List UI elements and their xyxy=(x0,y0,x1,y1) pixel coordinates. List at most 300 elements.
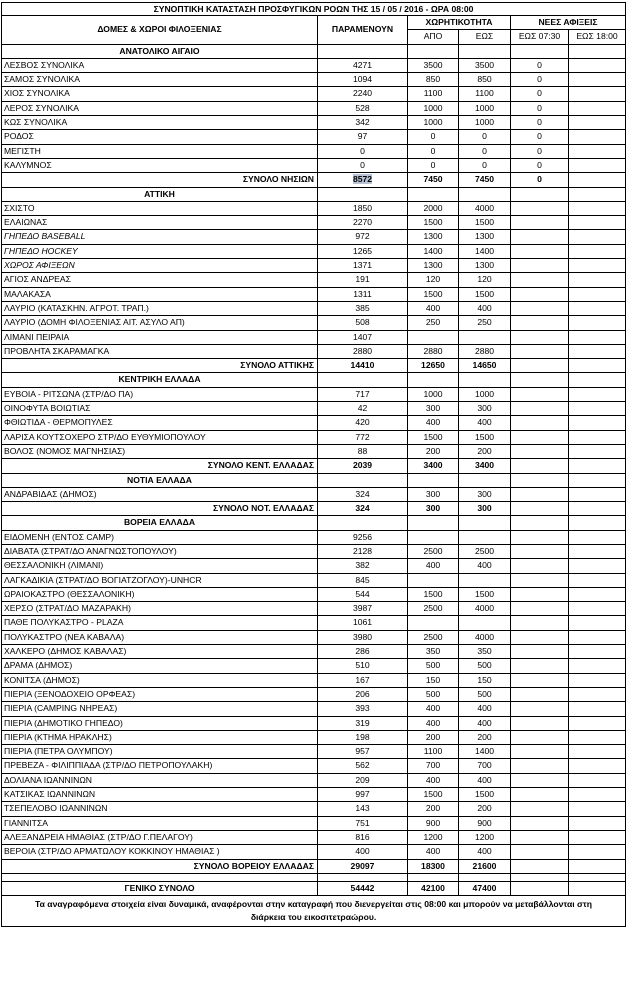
capacity-to-value: 2500 xyxy=(459,544,511,558)
table-row xyxy=(2,816,626,830)
remaining-value: 1407 xyxy=(318,330,408,344)
remaining-value: 324 xyxy=(318,487,408,501)
facility-name: ΩΡΑΙΟΚΑΣΤΡΟ (ΘΕΣΣΑΛΟΝΙΚΗ) xyxy=(2,587,318,601)
section-total-row xyxy=(2,173,626,187)
capacity-to-value xyxy=(459,330,511,344)
empty-cell xyxy=(408,473,459,487)
region-name: ΑΝΑΤΟΛΙΚΟ ΑΙΓΑΙΟ xyxy=(2,44,318,58)
table-row xyxy=(2,273,626,287)
facility-name: ΧΩΡΟΣ ΑΦΙΞΕΩΝ xyxy=(2,259,318,273)
capacity-to-value: 120 xyxy=(459,273,511,287)
capacity-from-value: 250 xyxy=(408,316,459,330)
empty-cell xyxy=(511,187,569,201)
capacity-from-value: 0 xyxy=(408,158,459,172)
arrivals-0730-value xyxy=(511,702,569,716)
capacity-to-value: 400 xyxy=(459,845,511,859)
arrivals-0730-value xyxy=(511,430,569,444)
arrivals-1800-value xyxy=(569,316,626,330)
empty-cell xyxy=(459,873,511,881)
empty-cell xyxy=(408,44,459,58)
arrivals-0730-value xyxy=(511,645,569,659)
table-row xyxy=(2,616,626,630)
table-row xyxy=(2,130,626,144)
section-total-to: 300 xyxy=(459,502,511,516)
title-row xyxy=(2,3,626,16)
remaining-value: 0 xyxy=(318,158,408,172)
capacity-from-value: 1500 xyxy=(408,287,459,301)
capacity-from-value: 900 xyxy=(408,816,459,830)
arrivals-0730-value xyxy=(511,387,569,401)
table-row xyxy=(2,830,626,844)
arrivals-1800-value xyxy=(569,344,626,358)
capacity-to-value: 700 xyxy=(459,759,511,773)
capacity-from-value: 300 xyxy=(408,402,459,416)
region-header-row xyxy=(2,373,626,387)
arrivals-1800-value xyxy=(569,645,626,659)
region-name: ΝΟΤΙΑ ΕΛΛΑΔΑ xyxy=(2,473,318,487)
capacity-from-value: 2000 xyxy=(408,201,459,215)
arrivals-1800-value xyxy=(569,216,626,230)
facility-name: ΔΡΑΜΑ (ΔΗΜΟΣ) xyxy=(2,659,318,673)
empty-cell xyxy=(459,187,511,201)
arrivals-0730-value xyxy=(511,602,569,616)
spacer-row xyxy=(2,873,626,881)
facility-name: ΣΑΜΟΣ ΣΥΝΟΛΙΚΑ xyxy=(2,73,318,87)
facility-name: ΦΘΙΩΤΙΔΑ - ΘΕΡΜΟΠΥΛΕΣ xyxy=(2,416,318,430)
capacity-from-value: 2500 xyxy=(408,602,459,616)
facility-name: ΚΩΣ ΣΥΝΟΛΙΚΑ xyxy=(2,116,318,130)
arrivals-1800-value xyxy=(569,759,626,773)
empty-cell xyxy=(318,473,408,487)
arrivals-1800-value xyxy=(569,630,626,644)
arrivals-1800-value xyxy=(569,287,626,301)
arrivals-0730-value xyxy=(511,659,569,673)
arrivals-0730-value xyxy=(511,259,569,273)
remaining-value: 1850 xyxy=(318,201,408,215)
arrivals-1800-value xyxy=(569,530,626,544)
table-row xyxy=(2,387,626,401)
arrivals-0730-value xyxy=(511,530,569,544)
section-total-1800 xyxy=(569,459,626,473)
arrivals-0730-value xyxy=(511,273,569,287)
empty-cell xyxy=(318,187,408,201)
capacity-to-value: 400 xyxy=(459,773,511,787)
capacity-from-value: 700 xyxy=(408,759,459,773)
section-total-remaining: 324 xyxy=(318,502,408,516)
facility-name: ΠΙΕΡΙΑ (ΚΤΗΜΑ ΗΡΑΚΛΗΣ) xyxy=(2,730,318,744)
arrivals-1800-value xyxy=(569,387,626,401)
empty-cell xyxy=(318,516,408,530)
capacity-to-value: 0 xyxy=(459,158,511,172)
empty-cell xyxy=(459,516,511,530)
capacity-to-value xyxy=(459,573,511,587)
remaining-value: 4271 xyxy=(318,58,408,72)
table-row xyxy=(2,444,626,458)
capacity-from-value: 1500 xyxy=(408,216,459,230)
arrivals-1800-value xyxy=(569,573,626,587)
facility-name: ΛΑΡΙΣΑ ΚΟΥΤΣΟΧΕΡΟ ΣΤΡ/ΔΟ ΕΥΘΥΜΙΟΠΟΥΛΟΥ xyxy=(2,430,318,444)
table-row xyxy=(2,58,626,72)
arrivals-0730-value xyxy=(511,730,569,744)
capacity-to-value: 200 xyxy=(459,730,511,744)
capacity-to-value: 1400 xyxy=(459,745,511,759)
table-row xyxy=(2,788,626,802)
table-row xyxy=(2,244,626,258)
capacity-to-value: 1500 xyxy=(459,788,511,802)
capacity-from-value: 1500 xyxy=(408,788,459,802)
arrivals-1800-value xyxy=(569,659,626,673)
arrivals-1800-value xyxy=(569,602,626,616)
table-row xyxy=(2,316,626,330)
header-structures: ΔΟΜΕΣ & ΧΩΡΟΙ ΦΙΛΟΞΕΝΙΑΣ xyxy=(2,16,318,45)
arrivals-1800-value xyxy=(569,73,626,87)
capacity-from-value: 400 xyxy=(408,716,459,730)
empty-cell xyxy=(569,373,626,387)
capacity-from-value: 2500 xyxy=(408,630,459,644)
remaining-value: 1265 xyxy=(318,244,408,258)
arrivals-0730-value xyxy=(511,630,569,644)
facility-name: ΚΑΤΣΙΚΑΣ ΙΩΑΝΝΙΝΩΝ xyxy=(2,788,318,802)
arrivals-1800-value xyxy=(569,259,626,273)
remaining-value: 206 xyxy=(318,687,408,701)
table-row xyxy=(2,587,626,601)
capacity-from-value: 400 xyxy=(408,559,459,573)
table-row xyxy=(2,573,626,587)
capacity-from-value: 200 xyxy=(408,444,459,458)
facility-name: ΑΓΙΟΣ ΑΝΔΡΕΑΣ xyxy=(2,273,318,287)
remaining-value: 2128 xyxy=(318,544,408,558)
empty-cell xyxy=(2,873,318,881)
header-row-1 xyxy=(2,16,626,30)
capacity-to-value: 4000 xyxy=(459,201,511,215)
capacity-from-value xyxy=(408,616,459,630)
empty-cell xyxy=(569,44,626,58)
remaining-value: 772 xyxy=(318,430,408,444)
arrivals-0730-value xyxy=(511,244,569,258)
capacity-to-value: 1000 xyxy=(459,101,511,115)
facility-name: ΛΑΥΡΙΟ (ΚΑΤΑΣΚΗΝ. ΑΓΡΟΤ. ΤΡΑΠ.) xyxy=(2,301,318,315)
capacity-to-value: 300 xyxy=(459,487,511,501)
arrivals-1800-value xyxy=(569,144,626,158)
empty-cell xyxy=(511,373,569,387)
arrivals-1800-value xyxy=(569,716,626,730)
table-row xyxy=(2,344,626,358)
arrivals-0730-value: 0 xyxy=(511,144,569,158)
arrivals-1800-value xyxy=(569,244,626,258)
remaining-value: 2270 xyxy=(318,216,408,230)
facility-name: ΘΕΣΣΑΛΟΝΙΚΗ (ΛΙΜΑΝΙ) xyxy=(2,559,318,573)
highlighted-value: 8572 xyxy=(352,174,373,185)
facility-name: ΛΙΜΑΝΙ ΠΕΙΡΑΙΑ xyxy=(2,330,318,344)
section-total-label: ΣΥΝΟΛΟ ΒΟΡΕΙΟΥ ΕΛΛΑΔΑΣ xyxy=(2,859,318,873)
facility-name: ΚΟΝΙΤΣΑ (ΔΗΜΟΣ) xyxy=(2,673,318,687)
facility-name: ΠΑΘΕ ΠΟΛΥΚΑΣΤΡΟ - PLAZA xyxy=(2,616,318,630)
facility-name: ΠΡΟΒΛΗΤΑ ΣΚΑΡΑΜΑΓΚΑ xyxy=(2,344,318,358)
remaining-value: 3980 xyxy=(318,630,408,644)
capacity-to-value: 1400 xyxy=(459,244,511,258)
capacity-to-value xyxy=(459,616,511,630)
capacity-to-value: 1100 xyxy=(459,87,511,101)
remaining-value: 2880 xyxy=(318,344,408,358)
capacity-from-value: 120 xyxy=(408,273,459,287)
arrivals-1800-value xyxy=(569,58,626,72)
arrivals-0730-value: 0 xyxy=(511,101,569,115)
table-row xyxy=(2,101,626,115)
capacity-from-value xyxy=(408,573,459,587)
capacity-to-value: 400 xyxy=(459,416,511,430)
arrivals-0730-value xyxy=(511,802,569,816)
table-row xyxy=(2,201,626,215)
facility-name: ΠΡΕΒΕΖΑ - ΦΙΛΙΠΠΙΑΔΑ (ΣΤΡ/ΔΟ ΠΕΤΡΟΠΟΥΛΑΚΗ) xyxy=(2,759,318,773)
section-total-row xyxy=(2,502,626,516)
facility-name: ΛΑΓΚΑΔΙΚΙΑ (ΣΤΡΑΤ/ΔΟ ΒΟΓΙΑΤΖΟΓΛΟΥ)-UNHCR xyxy=(2,573,318,587)
arrivals-1800-value xyxy=(569,745,626,759)
section-total-to: 21600 xyxy=(459,859,511,873)
capacity-from-value: 1300 xyxy=(408,259,459,273)
table-row xyxy=(2,430,626,444)
remaining-value: 319 xyxy=(318,716,408,730)
empty-cell xyxy=(318,44,408,58)
header-until-0730: ΕΩΣ 07:30 xyxy=(511,30,569,44)
section-total-1800 xyxy=(569,859,626,873)
capacity-from-value: 0 xyxy=(408,144,459,158)
facility-name: ΕΛΑΙΩΝΑΣ xyxy=(2,216,318,230)
arrivals-0730-value xyxy=(511,573,569,587)
arrivals-1800-value xyxy=(569,702,626,716)
footnote: Τα αναγραφόμενα στοιχεία είναι δυναμικά, αναφέρονται στην καταγραφή που διενεργείται στις 08:00 και μπορούν να μεταβάλλονται στη διάρκεια του εικοσιτετραώρου. xyxy=(2,896,626,927)
arrivals-0730-value xyxy=(511,402,569,416)
remaining-value: 382 xyxy=(318,559,408,573)
capacity-from-value: 1000 xyxy=(408,101,459,115)
table-row xyxy=(2,402,626,416)
region-name: ΑΤΤΙΚΗ xyxy=(2,187,318,201)
grand-total-row xyxy=(2,881,626,895)
remaining-value: 562 xyxy=(318,759,408,773)
arrivals-0730-value xyxy=(511,816,569,830)
capacity-from-value: 300 xyxy=(408,487,459,501)
table-row xyxy=(2,659,626,673)
remaining-value: 1371 xyxy=(318,259,408,273)
remaining-value: 97 xyxy=(318,130,408,144)
section-total-from: 300 xyxy=(408,502,459,516)
capacity-from-value: 1200 xyxy=(408,830,459,844)
capacity-to-value: 300 xyxy=(459,402,511,416)
arrivals-1800-value xyxy=(569,158,626,172)
table-row xyxy=(2,73,626,87)
remaining-value: 544 xyxy=(318,587,408,601)
region-header-row xyxy=(2,516,626,530)
empty-cell xyxy=(459,373,511,387)
arrivals-0730-value xyxy=(511,487,569,501)
arrivals-0730-value xyxy=(511,201,569,215)
arrivals-0730-value xyxy=(511,330,569,344)
capacity-to-value: 200 xyxy=(459,802,511,816)
table-row xyxy=(2,630,626,644)
remaining-value: 420 xyxy=(318,416,408,430)
facility-name: ΔΙΑΒΑΤΑ (ΣΤΡΑΤ/ΔΟ ΑΝΑΓΝΩΣΤΟΠΟΥΛΟΥ) xyxy=(2,544,318,558)
grand-total-remaining: 54442 xyxy=(318,881,408,895)
arrivals-1800-value xyxy=(569,587,626,601)
capacity-to-value: 150 xyxy=(459,673,511,687)
arrivals-1800-value xyxy=(569,416,626,430)
header-new-arrivals: ΝΕΕΣ ΑΦΙΞΕΙΣ xyxy=(511,16,626,30)
empty-cell xyxy=(318,873,408,881)
table-row xyxy=(2,759,626,773)
capacity-from-value: 200 xyxy=(408,730,459,744)
arrivals-1800-value xyxy=(569,487,626,501)
remaining-value: 1061 xyxy=(318,616,408,630)
capacity-from-value: 1100 xyxy=(408,87,459,101)
table-row xyxy=(2,144,626,158)
arrivals-1800-value xyxy=(569,544,626,558)
arrivals-1800-value xyxy=(569,444,626,458)
capacity-to-value: 0 xyxy=(459,144,511,158)
remaining-value: 9256 xyxy=(318,530,408,544)
empty-cell xyxy=(511,44,569,58)
note-row xyxy=(2,896,626,927)
facility-name: ΕΙΔΟΜΕΝΗ (ΕΝΤΟΣ CAMP) xyxy=(2,530,318,544)
table-row xyxy=(2,716,626,730)
table-row xyxy=(2,773,626,787)
facility-name: ΓΗΠΕΔΟ HOCKEY xyxy=(2,244,318,258)
facility-name: ΧΑΛΚΕΡΟ (ΔΗΜΟΣ ΚΑΒΑΛΑΣ) xyxy=(2,645,318,659)
remaining-value: 400 xyxy=(318,845,408,859)
section-total-0730 xyxy=(511,859,569,873)
arrivals-1800-value xyxy=(569,802,626,816)
arrivals-0730-value xyxy=(511,759,569,773)
facility-name: ΠΙΕΡΙΑ (ΔΗΜΟΤΙΚΟ ΓΗΠΕΔΟ) xyxy=(2,716,318,730)
capacity-from-value xyxy=(408,530,459,544)
arrivals-0730-value: 0 xyxy=(511,116,569,130)
table-row xyxy=(2,645,626,659)
empty-cell xyxy=(569,516,626,530)
empty-cell xyxy=(459,44,511,58)
region-header-row xyxy=(2,473,626,487)
capacity-to-value: 400 xyxy=(459,702,511,716)
empty-cell xyxy=(318,373,408,387)
arrivals-1800-value xyxy=(569,87,626,101)
table-row xyxy=(2,116,626,130)
capacity-from-value xyxy=(408,330,459,344)
header-capacity: ΧΩΡΗΤΙΚΟΤΗΤΑ xyxy=(408,16,511,30)
empty-cell xyxy=(569,187,626,201)
arrivals-1800-value xyxy=(569,273,626,287)
capacity-from-value: 500 xyxy=(408,687,459,701)
arrivals-1800-value xyxy=(569,201,626,215)
capacity-from-value: 3500 xyxy=(408,58,459,72)
facility-name: ΠΟΛΥΚΑΣΤΡΟ (ΝΕΑ ΚΑΒΑΛΑ) xyxy=(2,630,318,644)
arrivals-1800-value xyxy=(569,830,626,844)
section-total-label: ΣΥΝΟΛΟ ΑΤΤΙΚΗΣ xyxy=(2,359,318,373)
table-row xyxy=(2,330,626,344)
section-total-0730 xyxy=(511,459,569,473)
capacity-to-value: 1000 xyxy=(459,387,511,401)
remaining-value: 816 xyxy=(318,830,408,844)
remaining-value: 209 xyxy=(318,773,408,787)
empty-cell xyxy=(408,373,459,387)
remaining-value: 143 xyxy=(318,802,408,816)
region-header-row xyxy=(2,187,626,201)
capacity-from-value: 1300 xyxy=(408,230,459,244)
table-row xyxy=(2,544,626,558)
section-total-to: 14650 xyxy=(459,359,511,373)
grand-total-label: ΓΕΝΙΚΟ ΣΥΝΟΛΟ xyxy=(2,881,318,895)
section-total-from: 7450 xyxy=(408,173,459,187)
report-title: ΣΥΝΟΠΤΙΚΗ ΚΑΤΑΣΤΑΣΗ ΠΡΟΣΦΥΓΙΚΩΝ ΡΟΩΝ ΤΗΣ 15 / 05 / 2016 - ΩΡΑ 08:00 xyxy=(2,3,626,16)
facility-name: ΑΛΕΞΑΝΔΡΕΙΑ ΗΜΑΘΙΑΣ (ΣΤΡ/ΔΟ Γ.ΠΕΛΑΓΟΥ) xyxy=(2,830,318,844)
facility-name: ΠΙΕΡΙΑ (ΞΕΝΟΔΟΧΕΙΟ ΟΡΦΕΑΣ) xyxy=(2,687,318,701)
facility-name: ΒΕΡΟΙΑ (ΣΤΡ/ΔΟ ΑΡΜΑΤΩΛΟΥ ΚΟΚΚΙΝΟΥ ΗΜΑΘΙΑΣ ) xyxy=(2,845,318,859)
capacity-from-value: 850 xyxy=(408,73,459,87)
table-row xyxy=(2,301,626,315)
remaining-value: 508 xyxy=(318,316,408,330)
capacity-to-value: 1500 xyxy=(459,287,511,301)
remaining-value: 88 xyxy=(318,444,408,458)
arrivals-1800-value xyxy=(569,773,626,787)
arrivals-1800-value xyxy=(569,301,626,315)
capacity-from-value: 400 xyxy=(408,301,459,315)
region-name: ΒΟΡΕΙΑ ΕΛΛΑΔΑ xyxy=(2,516,318,530)
remaining-value: 751 xyxy=(318,816,408,830)
capacity-to-value: 350 xyxy=(459,645,511,659)
arrivals-1800-value xyxy=(569,730,626,744)
section-total-label: ΣΥΝΟΛΟ ΝΟΤ. ΕΛΛΑΔΑΣ xyxy=(2,502,318,516)
capacity-to-value xyxy=(459,530,511,544)
table-row xyxy=(2,530,626,544)
table-row xyxy=(2,287,626,301)
capacity-from-value: 1000 xyxy=(408,387,459,401)
arrivals-1800-value xyxy=(569,430,626,444)
section-total-row xyxy=(2,359,626,373)
arrivals-1800-value xyxy=(569,130,626,144)
region-name: ΚΕΝΤΡΙΚΗ ΕΛΛΑΔΑ xyxy=(2,373,318,387)
empty-cell xyxy=(569,473,626,487)
capacity-from-value: 200 xyxy=(408,802,459,816)
facility-name: ΤΣΕΠΕΛΟΒΟ ΙΩΑΝΝΙΝΩΝ xyxy=(2,802,318,816)
section-total-row xyxy=(2,459,626,473)
arrivals-0730-value xyxy=(511,687,569,701)
section-total-0730: 0 xyxy=(511,173,569,187)
arrivals-1800-value xyxy=(569,230,626,244)
capacity-to-value: 1300 xyxy=(459,259,511,273)
header-until-1800: ΕΩΣ 18:00 xyxy=(569,30,626,44)
capacity-to-value: 1500 xyxy=(459,587,511,601)
section-total-1800 xyxy=(569,173,626,187)
arrivals-1800-value xyxy=(569,559,626,573)
remaining-value: 198 xyxy=(318,730,408,744)
arrivals-0730-value xyxy=(511,830,569,844)
capacity-to-value: 200 xyxy=(459,444,511,458)
capacity-from-value: 150 xyxy=(408,673,459,687)
arrivals-1800-value xyxy=(569,687,626,701)
remaining-value: 393 xyxy=(318,702,408,716)
capacity-from-value: 350 xyxy=(408,645,459,659)
facility-name: ΧΙΟΣ ΣΥΝΟΛΙΚΑ xyxy=(2,87,318,101)
table-row xyxy=(2,559,626,573)
remaining-value: 286 xyxy=(318,645,408,659)
remaining-value: 385 xyxy=(318,301,408,315)
capacity-to-value: 250 xyxy=(459,316,511,330)
capacity-to-value: 1500 xyxy=(459,216,511,230)
empty-cell xyxy=(408,873,459,881)
arrivals-1800-value xyxy=(569,616,626,630)
table-row xyxy=(2,845,626,859)
capacity-to-value: 400 xyxy=(459,559,511,573)
remaining-value: 0 xyxy=(318,144,408,158)
remaining-value: 2240 xyxy=(318,87,408,101)
arrivals-0730-value xyxy=(511,845,569,859)
section-total-0730 xyxy=(511,359,569,373)
